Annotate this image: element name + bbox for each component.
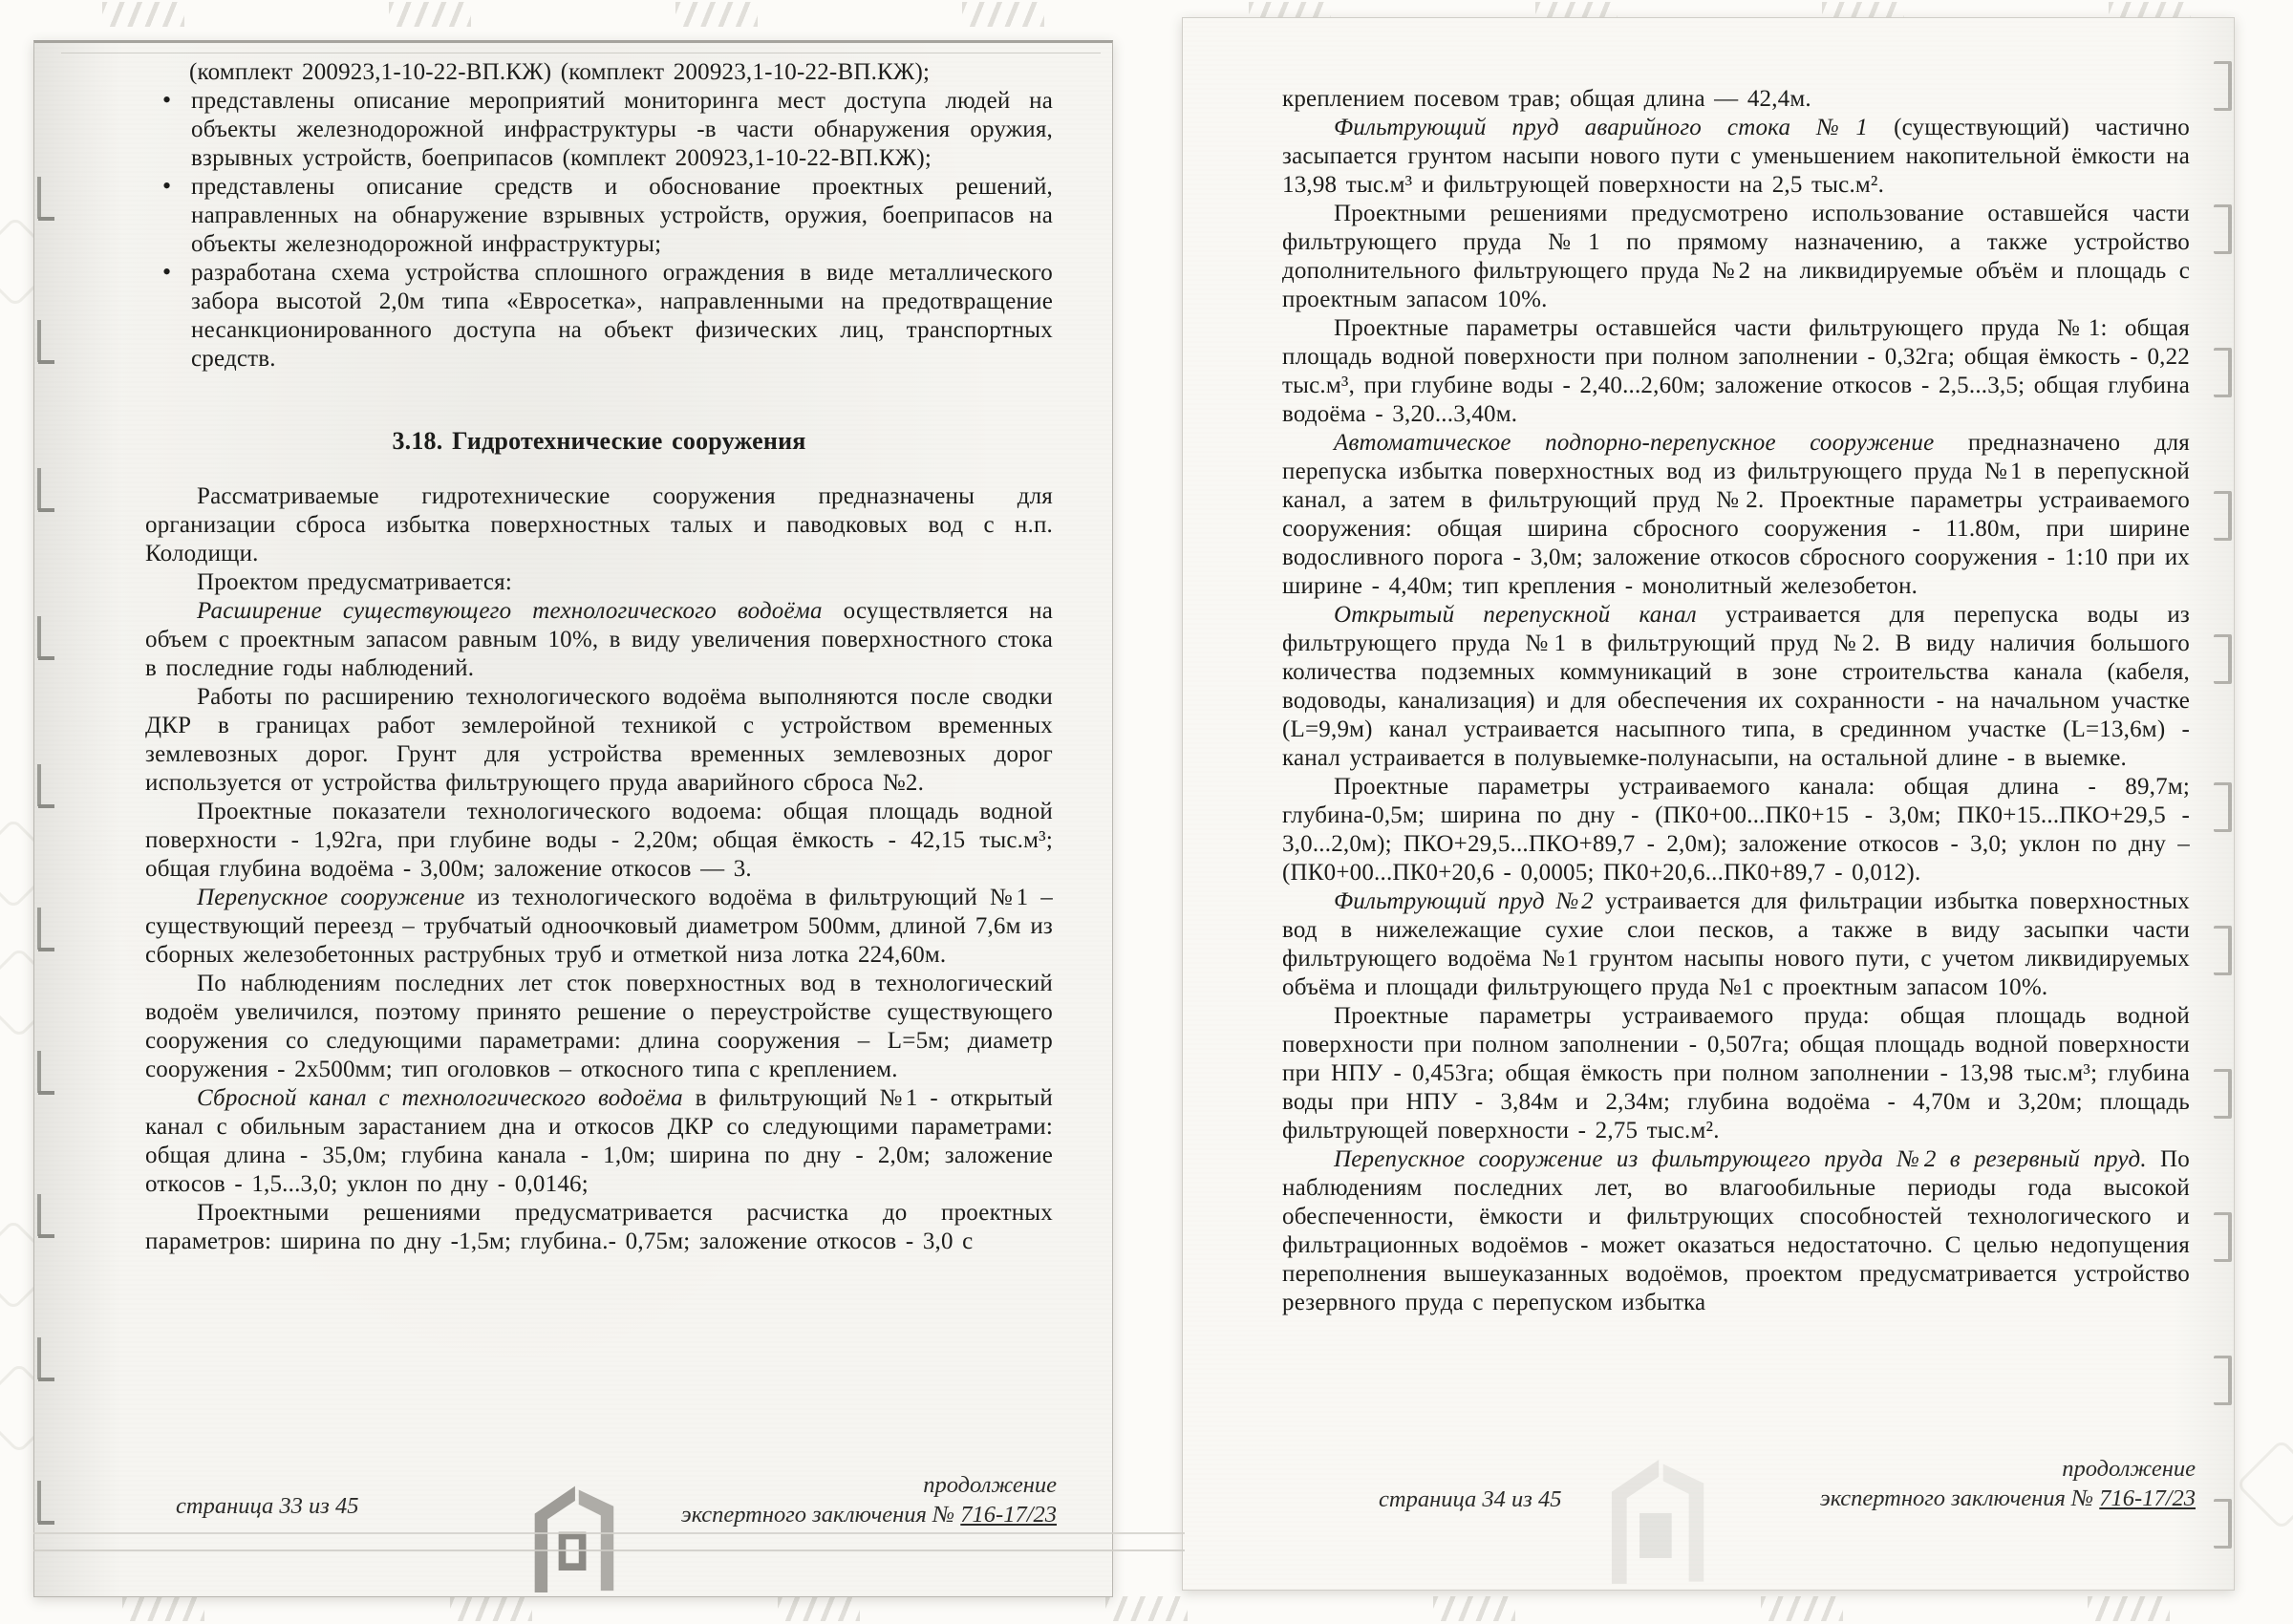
paragraph-lead: Расширение существующего технологического водоёма	[197, 598, 823, 624]
expertise-building-logo-watermark	[1603, 1446, 1710, 1590]
hatch-mark	[778, 1596, 860, 1621]
paragraph: Проектные параметры оставшейся части фильтрующего пруда №1: общая площадь водной поверхности при полном заполнении - 0,32га; общая ёмкость - 0,22 тыс.м³, при глубине воды - 2,40...2,60м; заложение откосов - 2,5...3,5; общая глубина водоёма - 3,20...3,40м.	[1282, 315, 2190, 427]
hatch-mark	[675, 2, 758, 27]
hatch-mark	[1433, 1596, 1515, 1621]
page-34	[1182, 17, 2235, 1591]
paragraph: (комплект 200923,1-10-22-ВП.КЖ) (комплект 200923,1-10-22-ВП.КЖ);	[189, 59, 931, 85]
paragraph: Сбросной канал с технологического водоёма в фильтрующий №1 - открытый канал с обильным зарастанием дна и откосов ДКР со следующими параметрами: общая длина - 35,0м; глубина канала - 1,0м; ширина по дну - 2,0м; заложение откосов - 1,5...3,0; уклон по дну - 0,0146;	[145, 1085, 1053, 1197]
page-number-label: страница 34 из 45	[1379, 1486, 1562, 1512]
continuation-note	[1820, 1454, 2196, 1513]
conclusion-number: 716-17/23	[960, 1502, 1057, 1528]
paragraph: Проектные параметры устраиваемого пруда: общая площадь водной поверхности при полном заполнении - 0,507га; общая площадь водной поверхности при НПУ - 0,453га; общая ёмкость при полном заполнении - 13,98 тыс.м³; глубина воды при НПУ - 3,84м и 2,34м; глубина водоёма - 4,70м и 3,20м; площадь фильтрующей поверхности - 2,75 тыс.м².	[1282, 1003, 2190, 1143]
paragraph: Открытый перепускной канал устраивается для перепуска воды из фильтрующего пруда №1 в фильтрующий пруд №2. В виду наличия большого количества подземных коммуникаций в зоне строительства канала (кабеля, водоводы, канализация) и для обеспечения их сохранности - на начальном участке (L=9,9м) канал устраивается насыпного типа, в срединном участке (L=13,6м) - канал устраивается в полувыемке-полунасыпи, на остальной длине - в выемке.	[1282, 602, 2190, 771]
continuation-word: продолжение	[923, 1472, 1057, 1498]
paragraph: Проектными решениями предусмотрено использование оставшейся части фильтрующего пруда №1 по прямому назначению, а также устройство дополнительного фильтрующего пруда №2 на ликвидируемые объём и площадь с проектным запасом 10%.	[1282, 201, 2190, 312]
hatch-mark	[1105, 1596, 1188, 1621]
hatch-mark	[1761, 1596, 1843, 1621]
conclusion-prefix: экспертного заключения №	[680, 1502, 961, 1528]
binding-mark	[2214, 1499, 2232, 1549]
paragraph: креплением посевом трав; общая длина — 42,4м.	[1282, 86, 1811, 112]
hatch-mark	[2088, 1596, 2170, 1621]
paragraph: Проектными решениями предусматривается расчистка до проектных параметров: ширина по дну -1,5м; глубина.- 0,75м; заложение откосов - 3,0 с	[145, 1200, 1053, 1254]
bullet-item: • представлены описание средств и обоснование проектных решений, направленных на обнаружение взрывных устройств, оружия, боеприпасов на объекты железнодорожной инфраструктуры;	[191, 173, 1053, 259]
paragraph-lead: Перепускное сооружение из фильтрующего пруда №2 в резервный пруд.	[1334, 1146, 2147, 1172]
paragraph: Работы по расширению технологического водоёма выполняются после сводки ДКР в границах работ землеройной техникой с устройством временных землевозных дорог. Грунт для устройства временных землевозных дорог используется от устройства фильтрующего пруда аварийного сброса №2.	[145, 684, 1053, 796]
bullet-list	[145, 87, 1053, 374]
paragraph-lead: Открытый перепускной канал	[1334, 602, 1697, 628]
paragraph-lead: Фильтрующий пруд аварийного стока №1	[1334, 115, 1869, 140]
hatch-mark	[389, 2, 471, 27]
scan-hatch-strip-bottom	[0, 1596, 2293, 1621]
section-heading: 3.18. Гидротехнические сооружения	[392, 427, 806, 455]
paragraph-lead: Автоматическое подпорно-перепускное сооружение	[1334, 430, 1935, 456]
bullet-item: • представлены описание мероприятий мониторинга мест доступа людей на объекты железнодорожной инфраструктуры -в части обнаружения оружия, взрывных устройств, боеприпасов (комплект 200923,1-10-22-ВП.КЖ);	[191, 87, 1053, 173]
bullet-item: • разработана схема устройства сплошного ограждения в виде металлического забора высотой 2,0м типа «Евросетка», направленными на предотвращение несанкционированного доступа на объект физических лиц, транспортных средств.	[191, 259, 1053, 374]
paragraph: Проектные параметры устраиваемого канала: общая длина - 89,7м; глубина-0,5м; ширина по дну - (ПК0+00...ПК0+15 - 3,0м; ПК0+15...ПКО+29,5 - 3,0...2,0м); ПКО+29,5...ПКО+89,7 - 2,0м); заложение откосов - 3,0; уклон по дну – (ПК0+00...ПК0+20,6 - 0,0005; ПК0+20,6...ПК0+89,7 - 0,012).	[1282, 774, 2190, 886]
page-number-label: страница 33 из 45	[176, 1493, 359, 1519]
watermark-ornament	[2236, 1439, 2293, 1530]
paragraph: Перепускное сооружение из фильтрующего пруда №2 в резервный пруд. По наблюдениям последних лет, во влагообильные периоды года высокой обеспеченности, ёмкости и фильтрующих способностей технологического и фильтрационных водоёмов - может оказаться недостаточно. С целью недопущения переполнения вышеуказанных водоёмов, проектом предусматривается устройство резервного пруда с перепуском избытка	[1282, 1146, 2191, 1315]
paragraph-lead: Перепускное сооружение	[197, 885, 465, 910]
hatch-mark	[962, 2, 1044, 27]
paragraph: По наблюдениям последних лет сток поверхностных вод в технологический водоём увеличился, поэтому принято решение о переустройстве существующего сооружения со следующими параметрами: длина сооружения – L=5м; диаметр сооружения - 2х500мм; тип оголовков – откосного типа с креплением.	[145, 971, 1053, 1082]
page-33	[33, 40, 1113, 1597]
hatch-mark	[450, 1596, 532, 1621]
paragraph: Фильтрующий пруд аварийного стока №1 (существующий) частично засыпается грунтом насыпи нового пути с уменьшением накопительной ёмкости на 13,98 тыс.м³ и фильтрующей поверхности на 2,5 тыс.м².	[1282, 115, 2190, 198]
hatch-mark	[102, 2, 184, 27]
paragraph: Фильтрующий пруд №2 устраивается для фильтрации избытка поверхностных вод в нижележащие сухие слои песков, а также в виду засыпки части фильтрующего водоёма №1 грунтом насыпы нового пути, с учетом ликвидируемых объёма и площади фильтрующего пруда №1 с проектным запасом 10%.	[1282, 888, 2190, 1000]
paragraph-lead: Фильтрующий пруд №2	[1334, 888, 1594, 914]
binding-mark	[37, 1481, 54, 1523]
paragraph: Проектные показатели технологического водоема: общая площадь водной поверхности - 1,92га, при глубине воды - 2,20м; общая ёмкость - 42,15 тыс.м³; общая глубина водоёма - 3,00м; заложение откосов — 3.	[145, 799, 1053, 882]
conclusion-number: 716-17/23	[2099, 1485, 2196, 1511]
hatch-mark	[122, 1596, 204, 1621]
page-34-text	[1183, 18, 2234, 1456]
sheet-edge-lines	[33, 1532, 1185, 1551]
conclusion-prefix: экспертного заключения №	[1819, 1485, 2100, 1511]
continuation-word: продолжение	[2062, 1456, 2196, 1482]
continuation-note	[681, 1470, 1057, 1529]
paragraph-lead: Сбросной канал с технологического водоёма	[197, 1085, 683, 1111]
page-33-text	[34, 43, 1112, 1453]
paragraph: Автоматическое подпорно-перепускное сооружение предназначено для перепуска избытка поверхностных вод из фильтрующего пруда №1 в перепускной канал, а затем в фильтрующий пруд №2. Проектные параметры устраиваемого сооружения: общая ширина сбросного сооружения - 11.80м, при ширине водосливного порога - 3,0м; заложение откосов сбросного сооружения - 1:10 при их ширине - 4,40м; тип крепления - монолитный железобетон.	[1282, 430, 2190, 599]
paragraph: Проектом предусматривается:	[197, 569, 512, 595]
paragraph: Перепускное сооружение из технологического водоёма в фильтрующий №1 – существующий переезд – трубчатый одноочковый диаметром 500мм, длиной 7,6м из сборных железобетонных раструбных труб и отметкой низа лотка 224,60м.	[145, 885, 1053, 968]
paragraph: Расширение существующего технологического водоёма осуществляется на объем с проектным запасом равным 10%, в виду увеличения поверхностного стока в последние годы наблюдений.	[145, 598, 1054, 681]
paragraph: Рассматриваемые гидротехнические сооружения предназначены для организации сброса избытка поверхностных талых и паводковых вод с н.п. Колодищи.	[145, 483, 1053, 566]
